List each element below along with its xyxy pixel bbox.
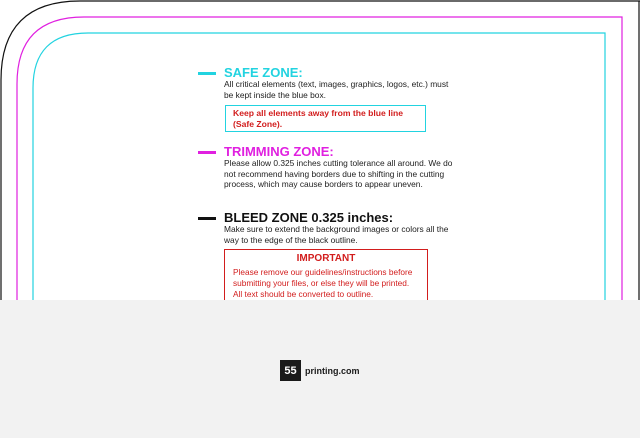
bleed-zone-heading: [198, 211, 393, 225]
safe-legend-line: [198, 72, 216, 75]
important-notice: [224, 249, 428, 300]
safe-zone-callout: Keep all elements away from the blue line (Safe Zone).: [225, 105, 426, 132]
safe-zone-description: All critical elements (text, images, graphics, logos, etc.) must be kept inside the blue box.: [224, 79, 449, 100]
brand-footer: [280, 360, 360, 381]
important-title: IMPORTANT: [296, 253, 356, 264]
trimming-zone-title: TRIMMING ZONE:: [224, 144, 334, 159]
trimming-zone-description: Please allow 0.325 inches cutting tolerance all around. We do not recommend having borders due to shifting in the cutting process, which may cause borders to appear uneven.: [224, 158, 453, 189]
safe-zone-heading: [198, 66, 303, 80]
trim-legend-line: [198, 151, 216, 154]
brand-name: printing.com: [305, 365, 360, 376]
safe-zone-title: SAFE ZONE:: [224, 65, 303, 80]
trimming-zone-heading: [198, 145, 334, 159]
bleed-legend-line: [198, 217, 216, 220]
bleed-zone-title: BLEED ZONE 0.325 inches:: [224, 210, 394, 225]
bleed-zone-description: Make sure to extend the background images or colors all the way to the edge of the black outline.: [224, 224, 449, 245]
brand-logo: 55: [280, 360, 301, 381]
important-text: Please remove our guidelines/instructions before submitting your files, or else they will be printed. All text should be converted to outline.: [233, 267, 413, 299]
